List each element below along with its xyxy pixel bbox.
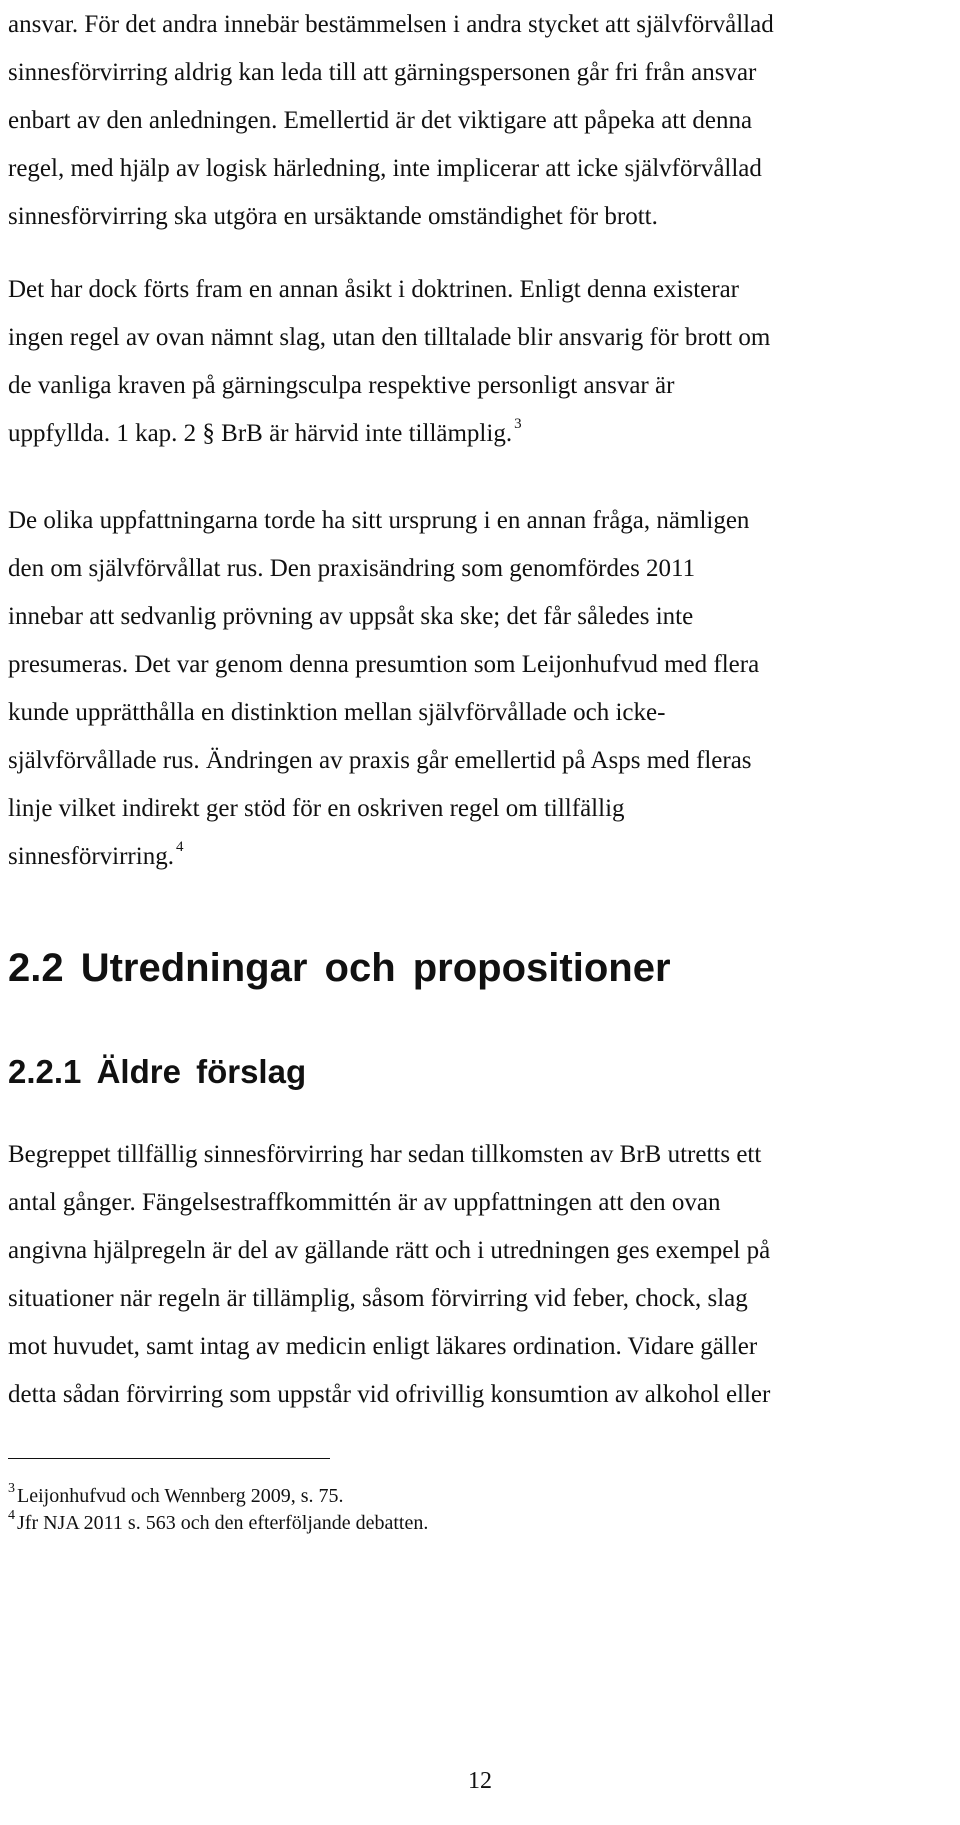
paragraph-line: mot huvudet, samt intag av medicin enligt läkares ordination. Vidare gäller <box>8 1333 758 1360</box>
paragraph-line: Begreppet tillfällig sinnesförvirring har sedan tillkomsten av BrB utretts ett <box>8 1141 762 1168</box>
paragraph-2 <box>8 266 770 458</box>
paragraph-line: sinnesförvirring aldrig kan leda till att gärningspersonen går fri från ansvar <box>8 59 757 86</box>
paragraph-line: enbart av den anledningen. Emellertid är det viktigare att påpeka att denna <box>8 107 753 134</box>
paragraph-line: antal gånger. Fängelsestraffkommittén är av uppfattningen att den ovan <box>8 1189 721 1216</box>
paragraph-1 <box>8 1 774 241</box>
footnote-text: Leijonhufvud och Wennberg 2009, s. 75. <box>17 1485 344 1507</box>
footnote-reference: 4 <box>175 839 184 855</box>
footnote-4 <box>8 1510 428 1539</box>
paragraph-line <box>8 410 770 458</box>
paragraph-line <box>8 833 759 881</box>
subsection-heading: 2.2.1 Äldre förslag <box>8 1053 307 1090</box>
footnote-text: Jfr NJA 2011 s. 563 och den efterföljande debatten. <box>17 1512 429 1534</box>
paragraph-line: de vanliga kraven på gärningsculpa respektive personligt ansvar är <box>8 372 675 399</box>
paragraph-line: kunde upprätthålla en distinktion mellan självförvållade och icke- <box>8 699 666 726</box>
paragraph-3 <box>8 497 759 881</box>
paragraph-line: situationer när regeln är tillämplig, såsom förvirring vid feber, chock, slag <box>8 1285 748 1312</box>
paragraph-line: Det har dock förts fram en annan åsikt i doktrinen. Enligt denna existerar <box>8 276 740 303</box>
paragraph-line: linje vilket indirekt ger stöd för en oskriven regel om tillfällig <box>8 795 625 822</box>
paragraph-line: ingen regel av ovan nämnt slag, utan den tilltalade blir ansvarig för brott om <box>8 324 771 351</box>
paragraph-line: ansvar. För det andra innebär bestämmelsen i andra stycket att självförvållad <box>8 11 774 38</box>
paragraph-line: regel, med hjälp av logisk härledning, inte implicerar att icke självförvållad <box>8 155 762 182</box>
document-page <box>8 0 952 1825</box>
footnote-separator <box>8 1458 330 1459</box>
paragraph-line-text: sinnesförvirring. <box>8 843 174 870</box>
footnote-3 <box>8 1483 344 1512</box>
paragraph-line: innebar att sedvanlig prövning av uppsåt ska ske; det får således inte <box>8 603 694 630</box>
paragraph-line: sinnesförvirring ska utgöra en ursäktande omständighet för brott. <box>8 203 658 230</box>
footnote-number: 4 <box>8 1508 15 1523</box>
paragraph-line: De olika uppfattningarna torde ha sitt ursprung i en annan fråga, nämligen <box>8 507 750 534</box>
section-paragraph <box>8 1131 770 1419</box>
paragraph-line: detta sådan förvirring som uppstår vid ofrivillig konsumtion av alkohol eller <box>8 1381 771 1408</box>
section-heading: 2.2 Utredningar och propositioner <box>8 946 671 990</box>
paragraph-line: angivna hjälpregeln är del av gällande rätt och i utredningen ges exempel på <box>8 1237 771 1264</box>
footnote-reference: 3 <box>514 416 522 432</box>
page-number: 12 <box>468 1768 492 1794</box>
paragraph-line: presumeras. Det var genom denna presumtion som Leijonhufvud med flera <box>8 651 760 678</box>
paragraph-line: självförvållade rus. Ändringen av praxis går emellertid på Asps med fleras <box>8 747 752 774</box>
paragraph-line-text: uppfyllda. 1 kap. 2 § BrB är härvid inte tillämplig. <box>8 420 513 447</box>
paragraph-line: den om självförvållat rus. Den praxisändring som genomfördes 2011 <box>8 555 696 582</box>
footnote-number: 3 <box>8 1481 15 1496</box>
